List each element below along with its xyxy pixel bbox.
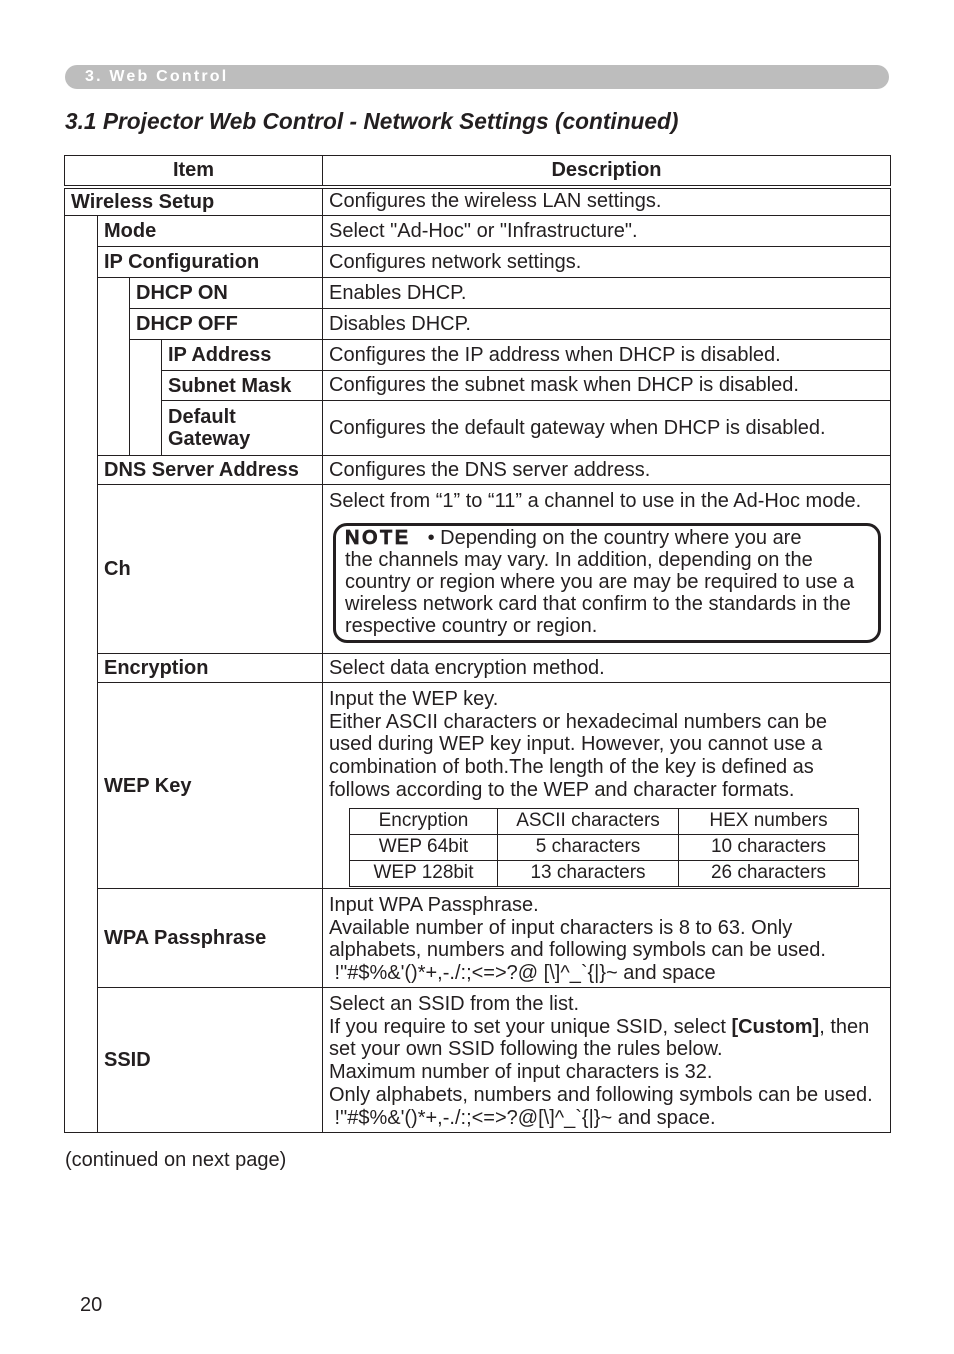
item-cell: DHCP OFF xyxy=(130,309,323,340)
wep-key-length-table xyxy=(349,808,859,887)
page-title: 3.1 Projector Web Control - Network Settings (continued) xyxy=(65,108,679,134)
table-header-row xyxy=(65,156,891,187)
table-row-ch xyxy=(65,485,891,654)
key-table-cell: WEP 64bit xyxy=(350,834,498,860)
item-cell: SSID xyxy=(98,988,323,1133)
description-line: Input the WEP key. xyxy=(329,688,499,710)
note-box xyxy=(333,523,881,643)
key-table-row xyxy=(350,834,859,860)
item-cell: Default Gateway xyxy=(162,401,323,456)
key-table-cell: WEP 128bit xyxy=(350,860,498,886)
description-line: alphabets, numbers and following symbols can be used. xyxy=(329,939,826,962)
table-row-subnet-mask xyxy=(65,371,891,401)
description-line: Only alphabets, numbers and following symbols can be used. xyxy=(329,1083,873,1106)
key-table-header-row xyxy=(350,808,859,834)
note-label: NOTE xyxy=(345,526,411,549)
key-table-header-cell: ASCII characters xyxy=(498,808,679,834)
table-row-dhcp-off xyxy=(65,309,891,340)
note-line: respective country or region. xyxy=(345,614,598,637)
description-text: If you require to set your unique SSID, select xyxy=(329,1015,732,1038)
description-cell: Configures the IP address when DHCP is disabled. xyxy=(323,340,891,371)
key-table-header-cell: Encryption xyxy=(350,808,498,834)
note-line: country or region where you are may be required to use a xyxy=(345,570,855,593)
item-cell: Subnet Mask xyxy=(162,371,323,401)
description-line: Available number of input characters is 8 to 63. Only xyxy=(329,916,793,939)
key-table-cell: 26 characters xyxy=(679,860,859,886)
custom-option-label: [Custom] xyxy=(731,1015,820,1038)
table-row-wep-key xyxy=(65,683,891,889)
indent-spacer xyxy=(130,340,162,456)
item-cell: IP Address xyxy=(162,340,323,371)
description-line: follows according to the WEP and character formats. xyxy=(329,778,795,801)
description-cell: Configures the default gateway when DHCP is disabled. xyxy=(323,401,891,456)
item-cell: Wireless Setup xyxy=(65,187,323,216)
table-row-ip-address xyxy=(65,340,891,371)
table-row-ip-configuration xyxy=(65,247,891,278)
description-line xyxy=(329,1016,884,1039)
table-row-dns-server-address xyxy=(65,456,891,485)
table-row-default-gateway xyxy=(65,401,891,456)
table-row-wpa-passphrase xyxy=(65,889,891,988)
continued-note: (continued on next page) xyxy=(65,1149,287,1171)
item-cell: IP Configuration xyxy=(98,247,323,278)
description-line: set your own SSID following the rules below. xyxy=(329,1038,723,1061)
description-line: Input WPA Passphrase. xyxy=(329,894,539,916)
page-number: 20 xyxy=(80,1294,103,1316)
description-cell xyxy=(323,485,891,654)
indent-spacer xyxy=(65,216,98,1133)
item-column-header: Item xyxy=(65,156,323,187)
note-text: • Depending on the country where you are xyxy=(427,526,802,549)
table-row-encryption xyxy=(65,654,891,683)
description-cell: Configures the subnet mask when DHCP is disabled. xyxy=(323,371,891,401)
description-text: , then xyxy=(819,1015,870,1038)
description-cell: Select "Ad-Hoc" or "Infrastructure". xyxy=(323,216,891,247)
item-cell: DNS Server Address xyxy=(98,456,323,485)
description-line: Either ASCII characters or hexadecimal numbers can be xyxy=(329,710,828,733)
description-cell xyxy=(323,889,891,988)
item-cell: WPA Passphrase xyxy=(98,889,323,988)
section-label: 3. Web Control xyxy=(85,68,229,85)
note-line xyxy=(345,527,870,549)
key-table-header-cell: HEX numbers xyxy=(679,808,859,834)
description-line: Select from “1” to “11” a channel to use in the Ad-Hoc mode. xyxy=(329,490,862,512)
description-cell xyxy=(323,683,891,889)
description-line: Select an SSID from the list. xyxy=(329,993,580,1015)
key-table-cell: 13 characters xyxy=(498,860,679,886)
description-cell xyxy=(323,988,891,1133)
table-row-mode xyxy=(65,216,891,247)
description-cell: Select data encryption method. xyxy=(323,654,891,683)
note-line: the channels may vary. In addition, depending on the xyxy=(345,548,813,571)
description-line: used during WEP key input. However, you cannot use a xyxy=(329,733,823,756)
item-cell: DHCP ON xyxy=(130,278,323,309)
item-cell: WEP Key xyxy=(98,683,323,889)
item-cell: Ch xyxy=(98,485,323,654)
description-cell: Disables DHCP. xyxy=(323,309,891,340)
description-cell: Configures the DNS server address. xyxy=(323,456,891,485)
description-cell: Configures network settings. xyxy=(323,247,891,278)
key-table-cell: 5 characters xyxy=(498,834,679,860)
section-header-bar xyxy=(65,65,889,89)
key-table-cell: 10 characters xyxy=(679,834,859,860)
table-row-ssid xyxy=(65,988,891,1133)
description-line: combination of both.The length of the key is defined as xyxy=(329,756,814,779)
description-column-header: Description xyxy=(323,156,891,187)
indent-spacer xyxy=(98,278,130,456)
table-row-dhcp-on xyxy=(65,278,891,309)
key-table-row xyxy=(350,860,859,886)
description-cell: Enables DHCP. xyxy=(323,278,891,309)
description-line: Maximum number of input characters is 32. xyxy=(329,1061,713,1084)
allowed-symbols-line: !"#$%&'()*+,-./:;<=>?@[\]^_`{|}~ and space. xyxy=(329,1106,716,1129)
network-settings-table xyxy=(64,155,891,1133)
description-cell: Configures the wireless LAN settings. xyxy=(323,187,891,216)
note-line: wireless network card that confirm to the standards in the xyxy=(345,592,851,615)
table-row-wireless-setup xyxy=(65,187,891,216)
item-cell: Encryption xyxy=(98,654,323,683)
allowed-symbols-line: !"#$%&'()*+,-./:;<=>?@ [\]^_`{|}~ and space xyxy=(329,962,716,985)
item-cell: Mode xyxy=(98,216,323,247)
